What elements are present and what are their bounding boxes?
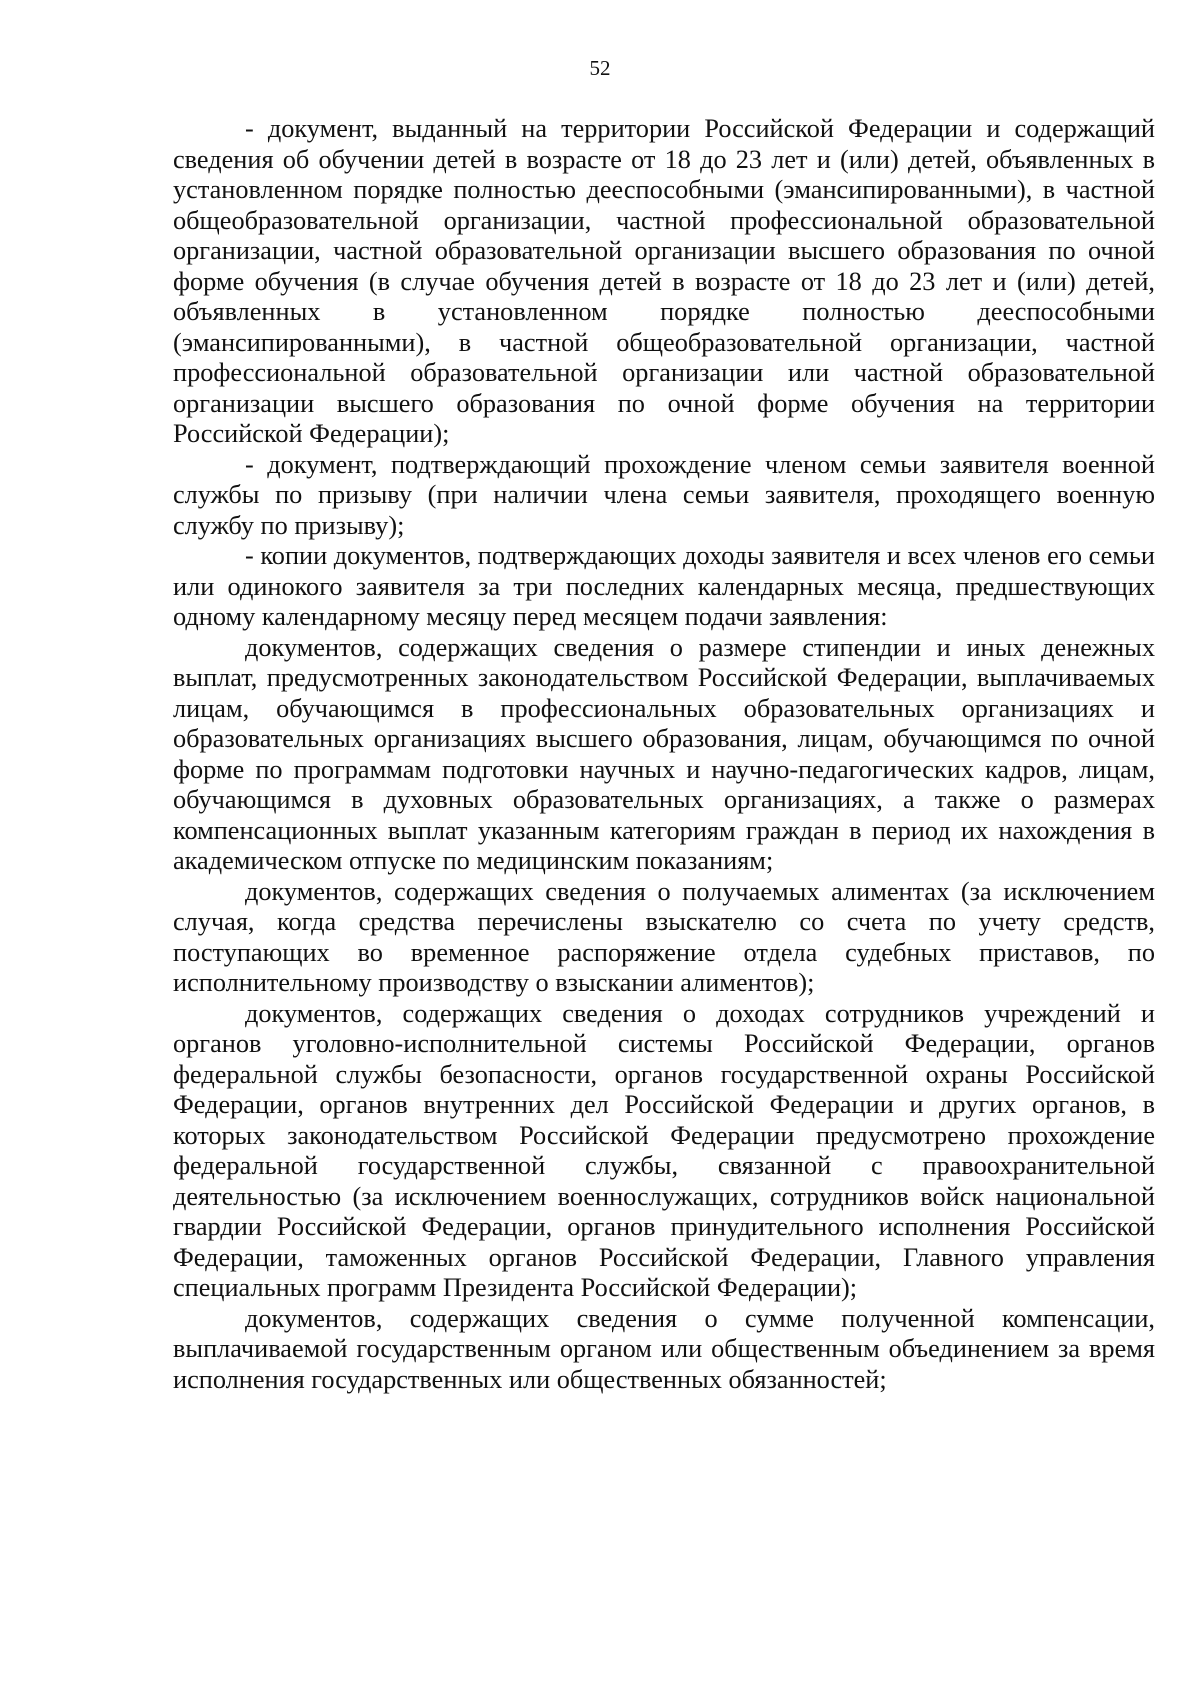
document-body	[173, 114, 1155, 1395]
paragraph: документов, содержащих сведения о доходах сотрудников учреждений и органов уголовно-исполнительной системы Российской Федерации, органов федеральной службы безопасности, органов государственной охраны Российской Федерации, органов внутренних дел Российской Федерации и других органов, в которых законодательством Российской Федерации предусмотрено прохождение федеральной государственной службы, связанной с правоохранительной деятельностью (за исключением военнослужащих, сотрудников войск национальной гвардии Российской Федерации, органов принудительного исполнения Российской Федерации, таможенных органов Российской Федерации, Главного управления специальных программ Президента Российской Федерации);	[173, 998, 1155, 1302]
paragraph: документов, содержащих сведения о размере стипендии и иных денежных выплат, предусмотренных законодательством Российской Федерации, выплачиваемых лицам, обучающимся в профессиональных образовательных организациях и образовательных организациях высшего образования, лицам, обучающимся по очной форме по программам подготовки научных и научно-педагогических кадров, лицам, обучающимся в духовных образовательных организациях, а также о размерах компенсационных выплат указанным категориям граждан в период их нахождения в академическом отпуске по медицинским показаниям;	[173, 632, 1155, 875]
paragraph: документов, содержащих сведения о сумме полученной компенсации, выплачиваемой государственным органом или общественным объединением за время исполнения государственных или общественных обязанностей;	[173, 1303, 1155, 1394]
page-number: 52	[589, 56, 611, 80]
paragraph: - документ, подтверждающий прохождение членом семьи заявителя военной службы по призыву (при наличии члена семьи заявителя, проходящего военную службу по призыву);	[173, 449, 1155, 540]
paragraph: - документ, выданный на территории Российской Федерации и содержащий сведения об обучении детей в возрасте от 18 до 23 лет и (или) детей, объявленных в установленном порядке полностью дееспособными (эмансипированными), в частной общеобразовательной организации, частной профессиональной образовательной организации, частной образовательной организации высшего образования по очной форме обучения (в случае обучения детей в возрасте от 18 до 23 лет и (или) детей, объявленных в установленном порядке полностью дееспособными (эмансипированными), в частной общеобразовательной организации, частной профессиональной образовательной организации или частной образовательной организации высшего образования по очной форме обучения на территории Российской Федерации);	[173, 114, 1155, 448]
paragraph: документов, содержащих сведения о получаемых алиментах (за исключением случая, когда средства перечислены взыскателю со счета по учету средств, поступающих во временное распоряжение отдела судебных приставов, по исполнительному производству о взыскании алиментов);	[173, 876, 1155, 997]
paragraph: - копии документов, подтверждающих доходы заявителя и всех членов его семьи или одинокого заявителя за три последних календарных месяца, предшествующих одному календарному месяцу перед месяцем подачи заявления:	[173, 541, 1155, 631]
